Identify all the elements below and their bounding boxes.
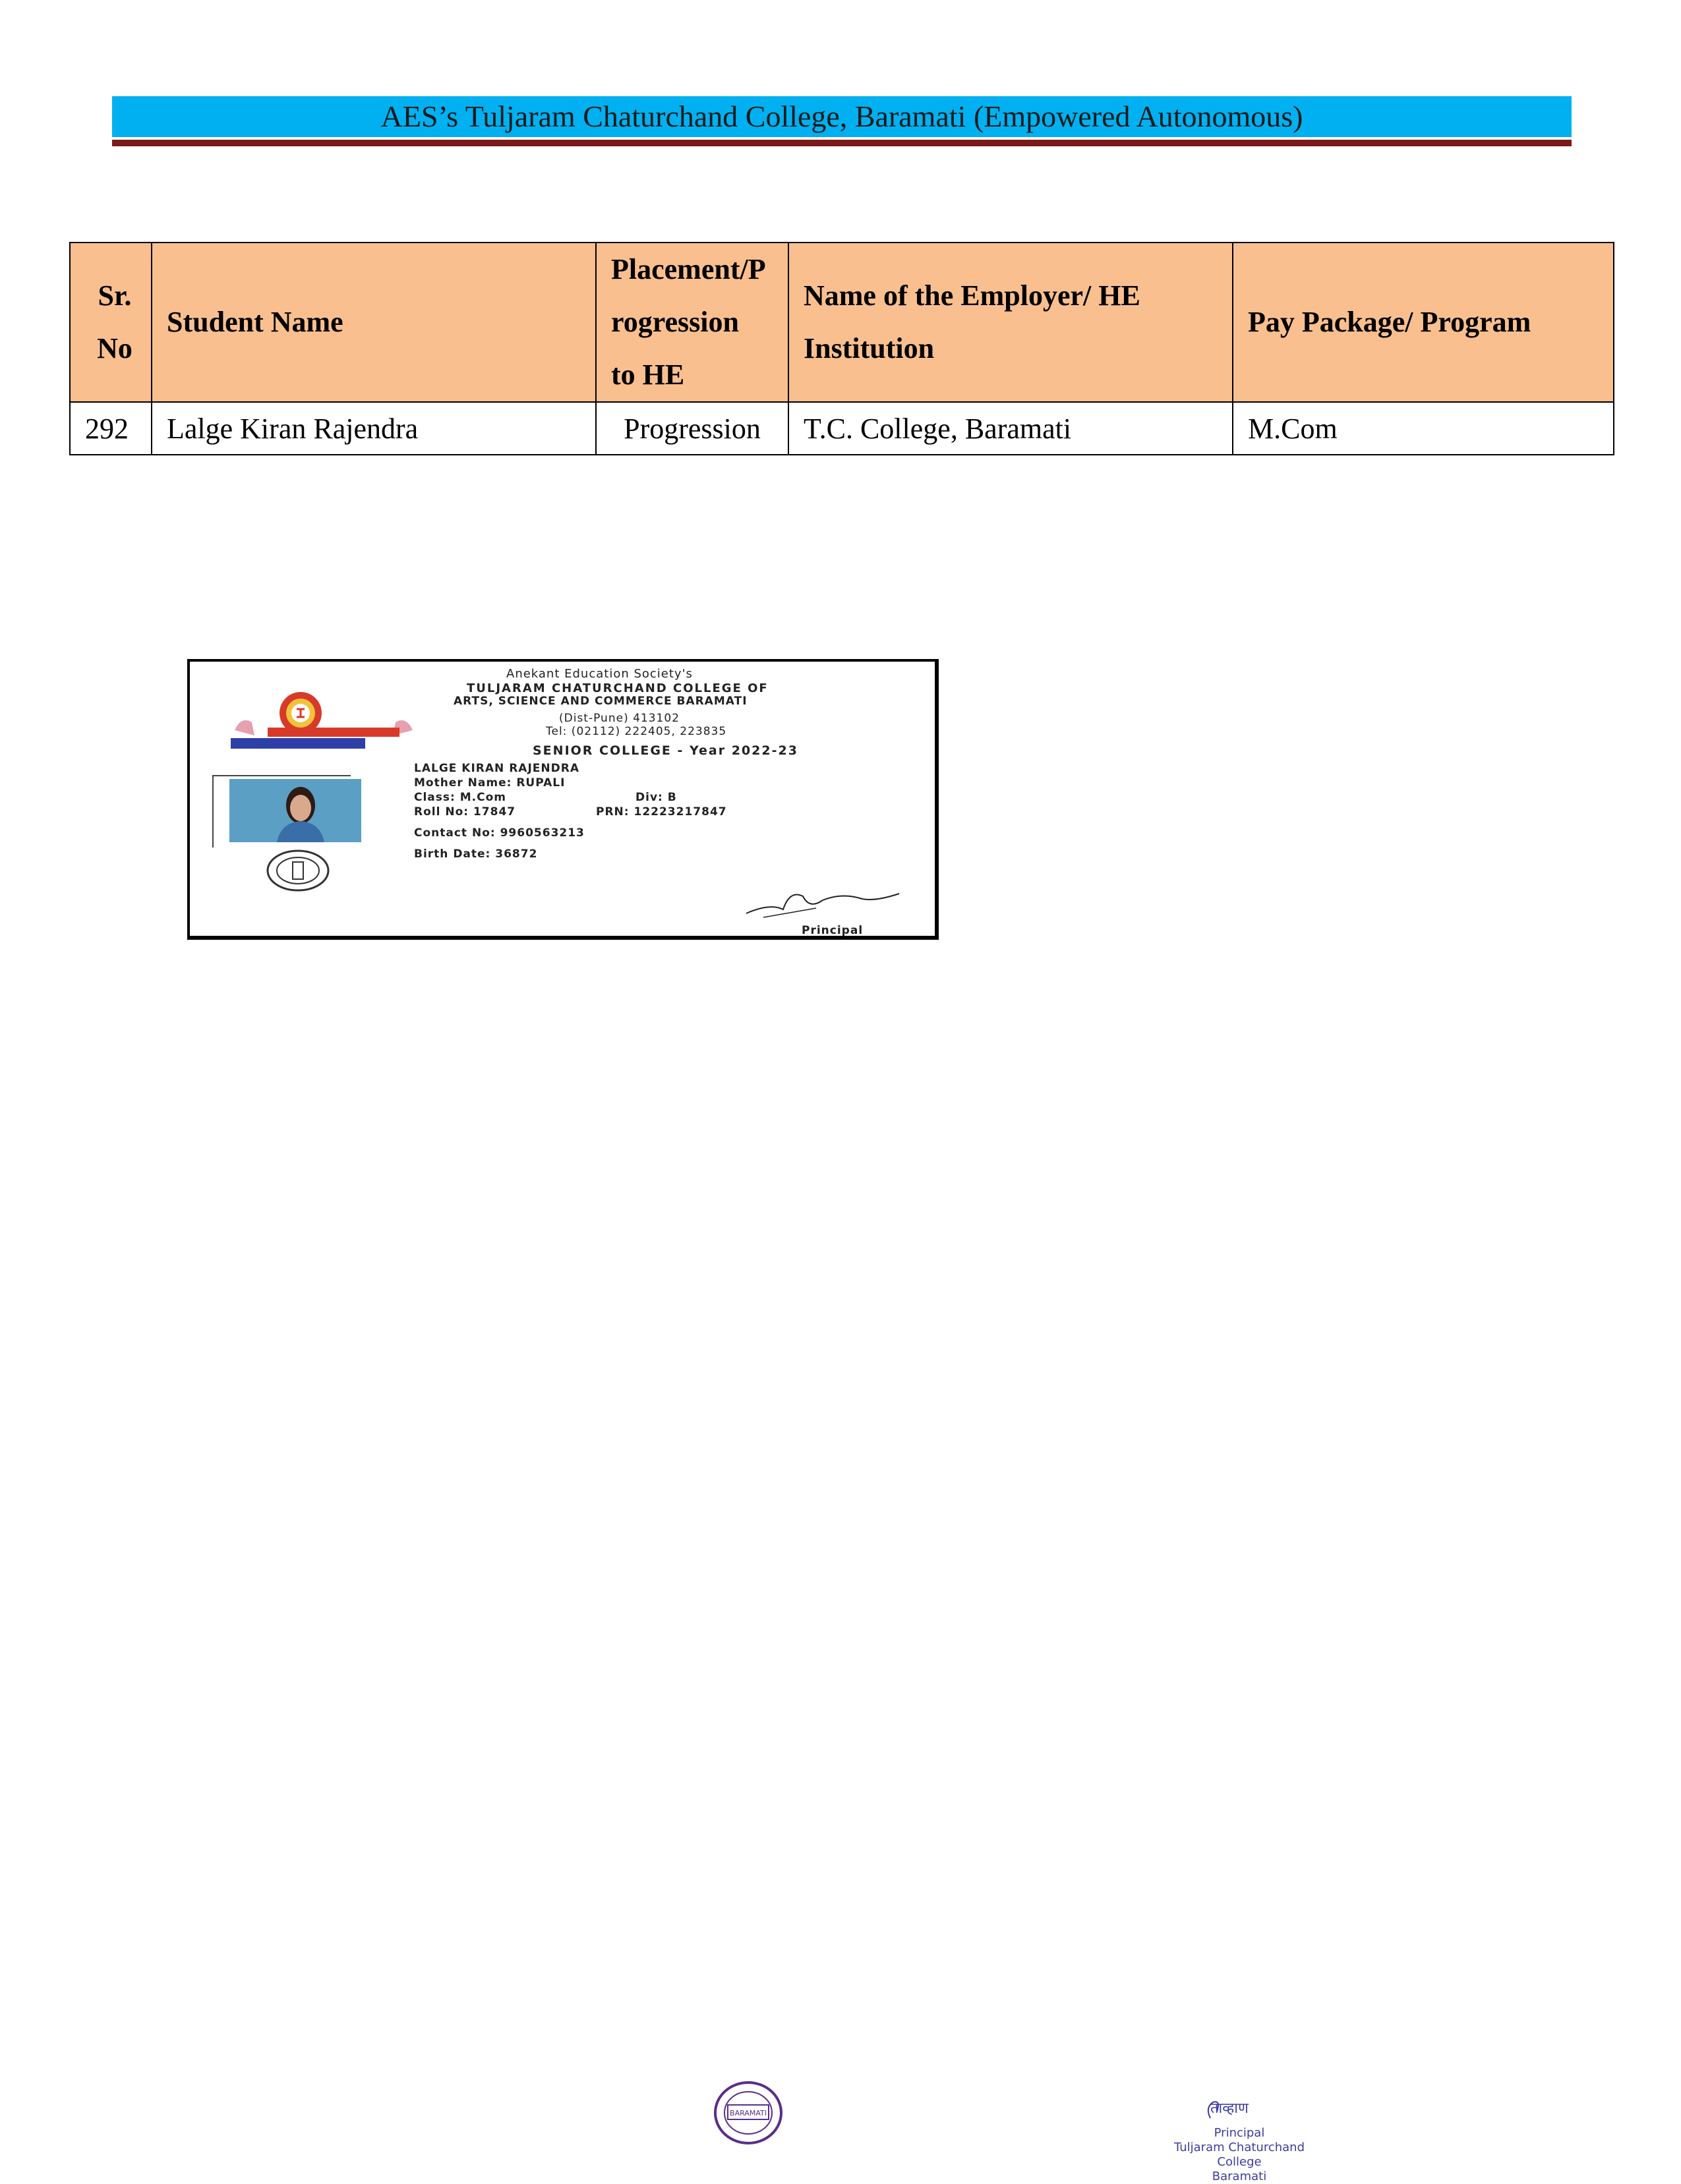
document-header [112, 96, 1572, 137]
cell-sr-no: 292 [70, 402, 152, 455]
id-card-contact: Contact No: 9960563213 [414, 826, 585, 840]
principal-designation [1160, 2126, 1318, 2184]
table-header-row [70, 243, 1614, 402]
column-header-student-name: Student Name [152, 243, 596, 402]
id-card-session: SENIOR COLLEGE - Year 2022-23 [533, 743, 798, 758]
column-header-sr-no: Sr. No [70, 243, 152, 402]
principal-place: Baramati [1212, 2170, 1267, 2183]
id-card-student-name: LALGE KIRAN RAJENDRA [414, 762, 579, 775]
id-card-class: Class: M.Com [414, 791, 506, 804]
student-photo [229, 779, 361, 842]
id-card-college: TULJARAM CHATURCHAND COLLEGE OF [467, 681, 769, 695]
column-header-pay-package: Pay Package/ Program [1233, 243, 1614, 402]
cell-pay-package: M.Com [1233, 402, 1614, 455]
header-title: AES’s Tuljaram Chaturchand College, Baramati (Empowered Autonomous) [380, 100, 1303, 133]
college-seal-icon [712, 2080, 784, 2146]
signature-text: ताव्हाण [1210, 2100, 1249, 2117]
column-header-employer: Name of the Employer/ HE Institution [788, 243, 1233, 402]
cell-employer: T.C. College, Baramati [788, 402, 1233, 455]
id-card-roll-no: Roll No: 17847 [414, 805, 516, 819]
cell-student-name: Lalge Kiran Rajendra [152, 402, 596, 455]
id-card-division: Div: B [635, 791, 677, 804]
cell-placement: Progression [596, 402, 788, 455]
principal-signature [1201, 2094, 1280, 2127]
id-card-society: Anekant Education Society's [506, 667, 693, 681]
placement-table [69, 242, 1614, 455]
id-card-prn: PRN: 12223217847 [596, 805, 727, 819]
id-card-mother-name: Mother Name: RUPALI [414, 776, 566, 790]
header-divider [112, 140, 1572, 146]
principal-label: Principal [1214, 2126, 1265, 2140]
id-card-birth-date: Birth Date: 36872 [414, 848, 538, 861]
college-stamp-icon [265, 849, 331, 892]
student-id-card [187, 659, 939, 940]
id-card-streams: ARTS, SCIENCE AND COMMERCE BARAMATI [454, 695, 748, 708]
college-logo-icon [228, 689, 419, 753]
column-header-placement: Placement/P rogression to HE [596, 243, 788, 402]
id-card-address: (Dist-Pune) 413102 [559, 712, 680, 725]
seal-text: BARAMATI [730, 2109, 767, 2117]
id-card-phone: Tel: (02112) 222405, 223835 [546, 725, 727, 738]
principal-college: Tuljaram Chaturchand College [1173, 2141, 1305, 2169]
table-row [70, 402, 1614, 455]
id-card-principal-label: Principal [802, 924, 864, 937]
principal-signature-icon [744, 876, 902, 923]
